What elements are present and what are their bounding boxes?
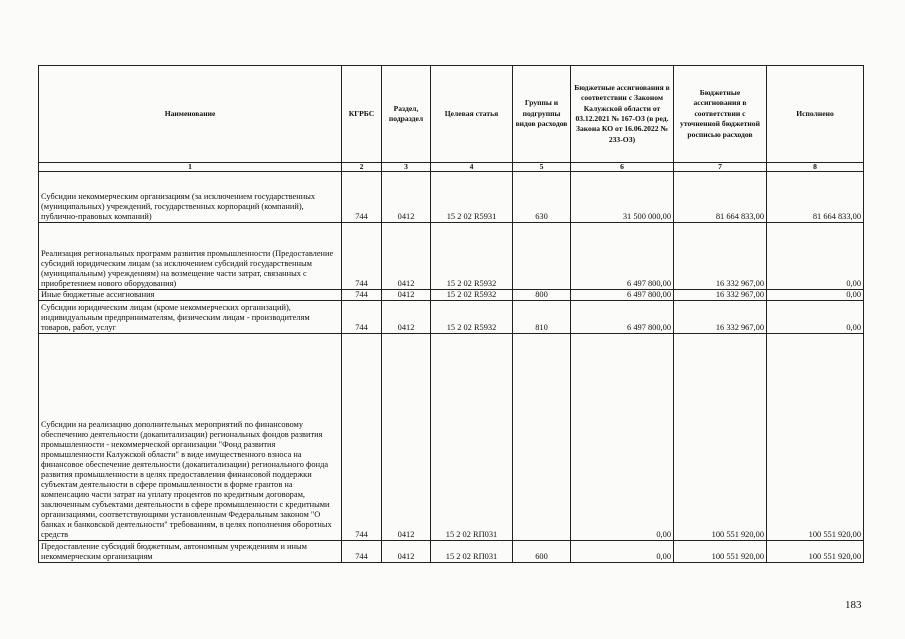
header-name: Наименование bbox=[39, 66, 342, 163]
column-number-row bbox=[39, 163, 864, 172]
row-section: 0412 bbox=[382, 541, 431, 563]
row-executed: 100 551 920,00 bbox=[767, 541, 864, 563]
table-row bbox=[39, 290, 864, 301]
column-number: 8 bbox=[767, 163, 864, 172]
row-executed: 0,00 bbox=[767, 223, 864, 290]
header-budget-law: Бюджетные ассигнования в соответствии с Законом Калужской области от 03.12.2021 № 167-ОЗ (в ред. Закона КО от 16.06.2022 № 233-ОЗ) bbox=[571, 66, 674, 163]
row-group: 630 bbox=[513, 172, 571, 223]
header-section: Раздел, подраздел bbox=[382, 66, 431, 163]
row-name: Иные бюджетные ассигнования bbox=[39, 290, 342, 301]
row-section: 0412 bbox=[382, 334, 431, 541]
table-row bbox=[39, 172, 864, 223]
row-group: 800 bbox=[513, 290, 571, 301]
row-kgrbs: 744 bbox=[342, 223, 382, 290]
row-budget-refined: 81 664 833,00 bbox=[674, 172, 767, 223]
table-row bbox=[39, 223, 864, 290]
column-number: 2 bbox=[342, 163, 382, 172]
row-budget-refined: 100 551 920,00 bbox=[674, 334, 767, 541]
row-section: 0412 bbox=[382, 223, 431, 290]
row-target: 15 2 02 RП031 bbox=[431, 541, 513, 563]
column-number: 1 bbox=[39, 163, 342, 172]
row-budget-refined: 100 551 920,00 bbox=[674, 541, 767, 563]
row-budget-law: 0,00 bbox=[571, 541, 674, 563]
row-kgrbs: 744 bbox=[342, 290, 382, 301]
row-budget-law: 6 497 800,00 bbox=[571, 290, 674, 301]
row-name: Субсидии на реализацию дополнительных мероприятий по финансовому обеспечению деятельности (докапитализации) региональных фондов развития промышленности - некоммерческой организации "Фонд развития промышленности Калужской области" в виде имущественного взноса на финансовое обеспечение деятельности (докапитализации) регионального фонда развития промышленности в целях предоставления финансовой поддержки субъектам деятельности в сфере промышленности в форме грантов на компенсацию части затрат на уплату процентов по кредитным договорам, заключенным субъектами деятельности в сфере промышленности с кредитными организациями, соответствующими установленным Федеральным законом "О банках и банковской деятельности" требованиям, в целях пополнения оборотных средств bbox=[39, 334, 342, 541]
row-name: Реализация региональных программ развития промышленности (Предоставление субсидий юридическим лицам (за исключением субсидий государственным (муниципальным) учреждениям) на возмещение части затрат, связанных с приобретением нового оборудования) bbox=[39, 223, 342, 290]
row-group bbox=[513, 223, 571, 290]
row-target: 15 2 02 RП031 bbox=[431, 334, 513, 541]
column-number: 3 bbox=[382, 163, 431, 172]
row-budget-law: 31 500 000,00 bbox=[571, 172, 674, 223]
row-kgrbs: 744 bbox=[342, 172, 382, 223]
row-budget-refined: 16 332 967,00 bbox=[674, 301, 767, 334]
row-target: 15 2 02 R5932 bbox=[431, 223, 513, 290]
column-number: 7 bbox=[674, 163, 767, 172]
column-number: 4 bbox=[431, 163, 513, 172]
header-groups: Группы и подгруппы видов расходов bbox=[513, 66, 571, 163]
row-target: 15 2 02 R5931 bbox=[431, 172, 513, 223]
budget-table bbox=[38, 65, 864, 563]
row-kgrbs: 744 bbox=[342, 541, 382, 563]
row-budget-law: 0,00 bbox=[571, 334, 674, 541]
row-budget-refined: 16 332 967,00 bbox=[674, 223, 767, 290]
row-group: 600 bbox=[513, 541, 571, 563]
row-kgrbs: 744 bbox=[342, 301, 382, 334]
row-group: 810 bbox=[513, 301, 571, 334]
row-budget-law: 6 497 800,00 bbox=[571, 223, 674, 290]
page-number: 183 bbox=[845, 599, 862, 611]
header-kgrbs: КГРБС bbox=[342, 66, 382, 163]
row-section: 0412 bbox=[382, 172, 431, 223]
row-name: Субсидии некоммерческим организациям (за исключением государственных (муниципальных) учреждений, государственных корпораций (компаний), публично-правовых компаний) bbox=[39, 172, 342, 223]
row-kgrbs: 744 bbox=[342, 334, 382, 541]
table-row bbox=[39, 541, 864, 563]
header-budget-refined: Бюджетные ассигнования в соответствии с уточненной бюджетной росписью расходов bbox=[674, 66, 767, 163]
header-row bbox=[39, 66, 864, 163]
row-budget-refined: 16 332 967,00 bbox=[674, 290, 767, 301]
table-row bbox=[39, 334, 864, 541]
column-number: 6 bbox=[571, 163, 674, 172]
row-name: Предоставление субсидий бюджетным, автономным учреждениям и иным некоммерческим организациям bbox=[39, 541, 342, 563]
row-group bbox=[513, 334, 571, 541]
row-executed: 100 551 920,00 bbox=[767, 334, 864, 541]
header-executed: Исполнено bbox=[767, 66, 864, 163]
header-target: Целевая статья bbox=[431, 66, 513, 163]
row-budget-law: 6 497 800,00 bbox=[571, 301, 674, 334]
column-number: 5 bbox=[513, 163, 571, 172]
row-executed: 0,00 bbox=[767, 290, 864, 301]
table-row bbox=[39, 301, 864, 334]
row-section: 0412 bbox=[382, 290, 431, 301]
row-section: 0412 bbox=[382, 301, 431, 334]
row-executed: 0,00 bbox=[767, 301, 864, 334]
row-target: 15 2 02 R5932 bbox=[431, 301, 513, 334]
row-executed: 81 664 833,00 bbox=[767, 172, 864, 223]
row-target: 15 2 02 R5932 bbox=[431, 290, 513, 301]
row-name: Субсидии юридическим лицам (кроме некоммерческих организаций), индивидуальным предпринимателям, физическим лицам - производителям товаров, работ, услуг bbox=[39, 301, 342, 334]
